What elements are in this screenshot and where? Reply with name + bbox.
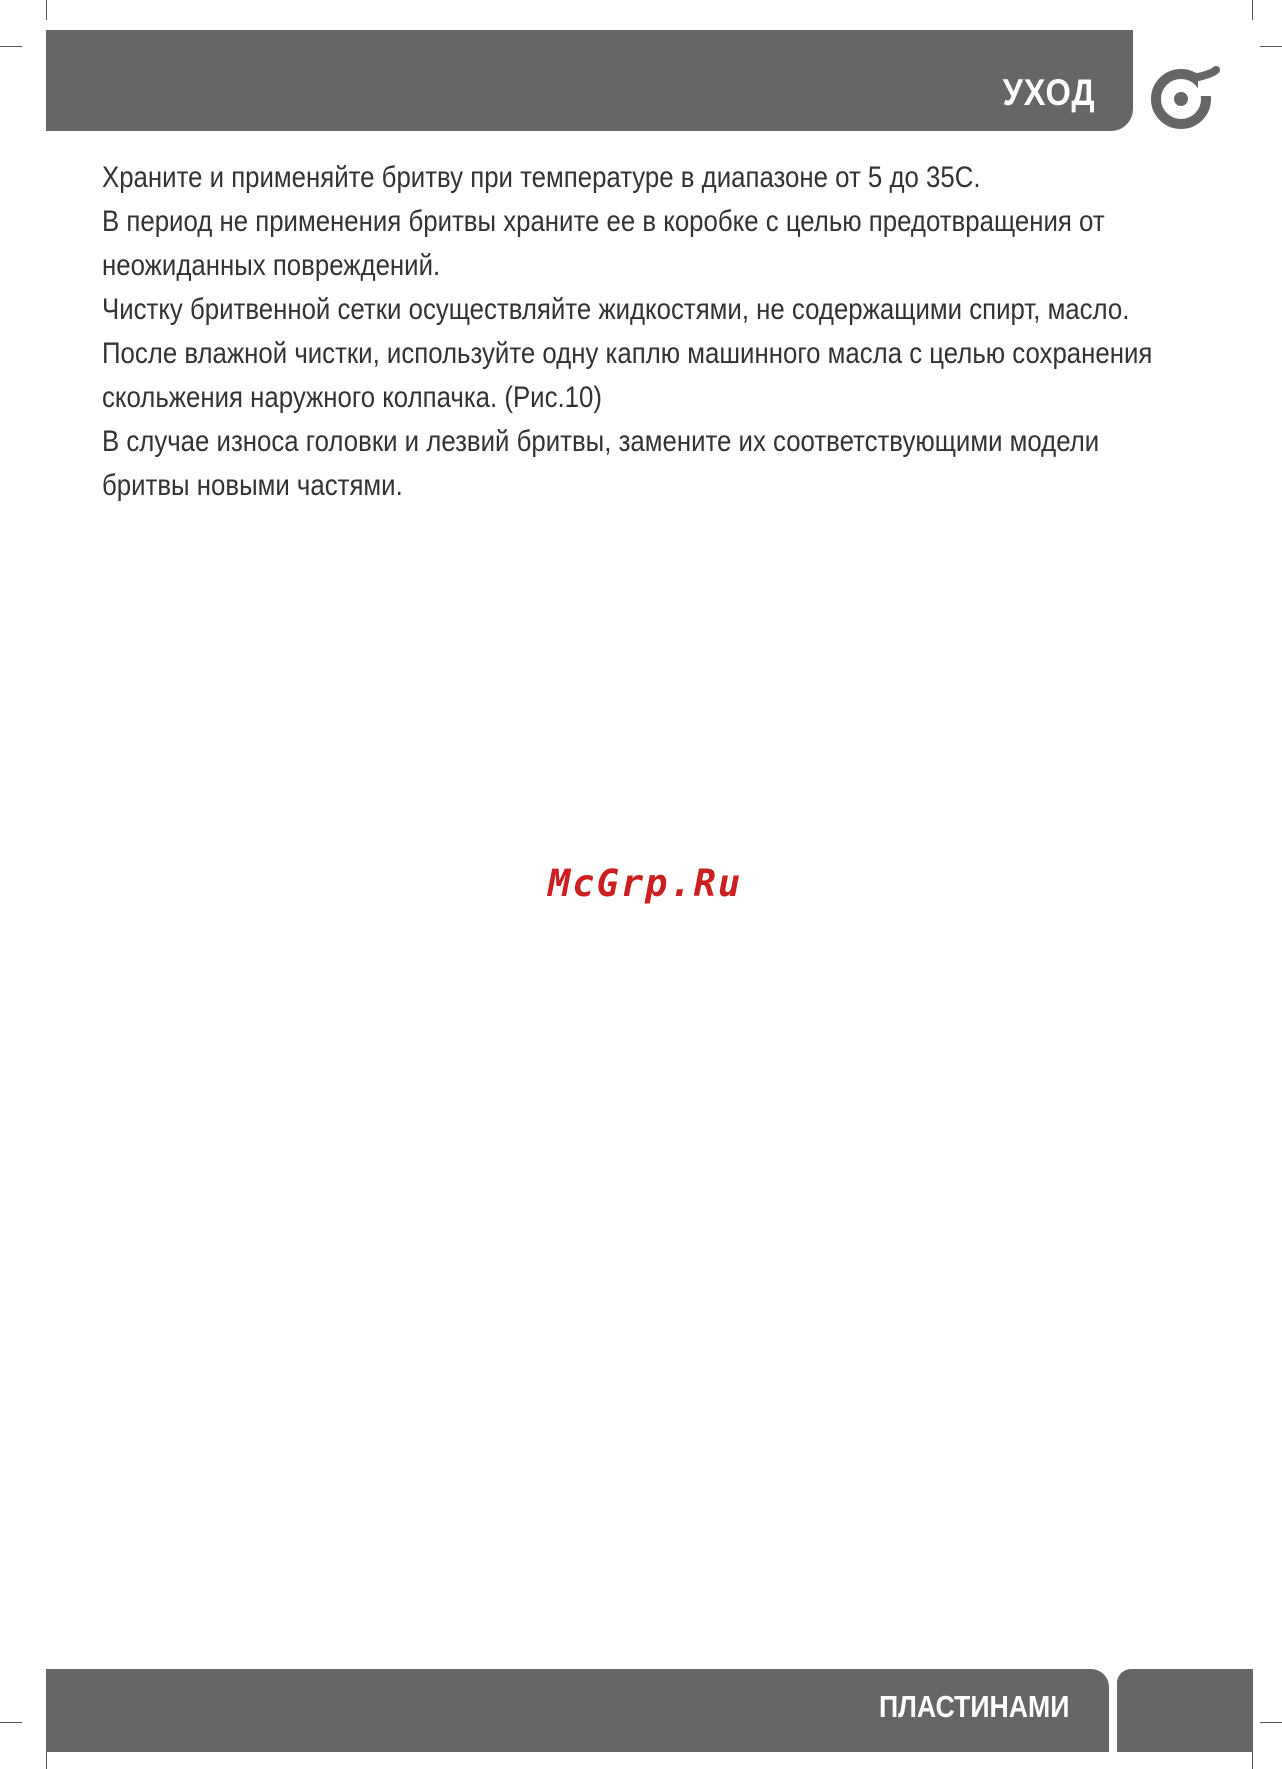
section-title: УХОД (1002, 72, 1095, 113)
paragraph-oil-drop: После влажной чистки, используйте одну каплю машинного масла с целью сохранения (102, 337, 1153, 370)
paragraph-replace-parts: В случае износа головки и лезвий бритвы, замените их соответствующими модели (102, 425, 1100, 458)
crop-mark-bottom-left (46, 1749, 47, 1769)
footer-title: ПЛАСТИНАМИ (878, 1689, 1069, 1724)
crop-mark-top-left (46, 0, 47, 20)
paragraph-cleaning-foil: Чистку бритвенной сетки осуществляйте жидкостями, не содержащими спирт, масло. (102, 293, 1130, 326)
footer-bar (46, 1669, 1109, 1752)
crop-mark-right-upper (1260, 46, 1282, 47)
paragraph-storage-box: В период не применения бритвы храните ее в коробке с целью предотвращения от (102, 205, 1105, 238)
paragraph-replace-parts-cont: бритвы новыми частями. (102, 469, 403, 502)
paragraph-storage-box-cont: неожиданных повреждений. (102, 249, 441, 282)
crop-mark-top-right (1252, 0, 1253, 20)
care-instructions (102, 156, 1202, 508)
header-bar (46, 30, 1133, 131)
crop-mark-bottom-right (1252, 1749, 1253, 1769)
paragraph-storage-temperature: Храните и применяйте бритву при температуре в диапазоне от 5 до 35С. (102, 161, 981, 194)
crop-mark-left-upper (0, 46, 22, 47)
paragraph-oil-drop-cont: скольжения наружного колпачка. (Рис.10) (102, 381, 602, 414)
ring-logo-icon (1150, 66, 1220, 132)
page-number-tab (1117, 1669, 1253, 1752)
crop-mark-left-lower (0, 1722, 22, 1723)
watermark: McGrp.Ru (548, 862, 743, 905)
crop-mark-right-lower (1260, 1722, 1282, 1723)
